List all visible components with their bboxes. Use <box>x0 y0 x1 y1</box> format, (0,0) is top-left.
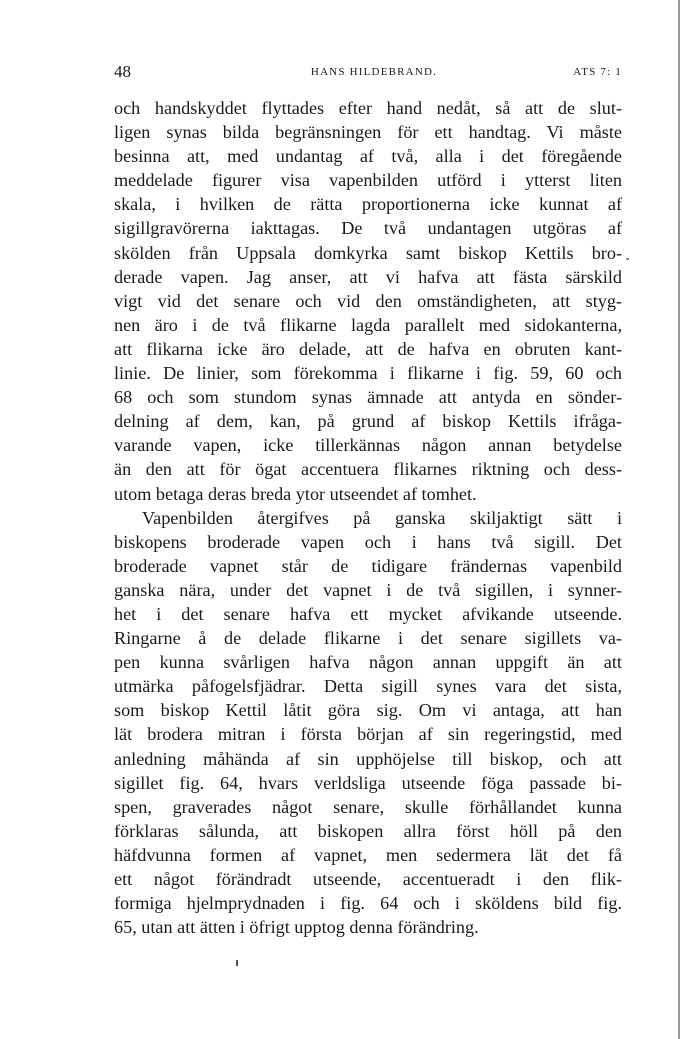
paragraph-start-line: Vapenbilden återgifves på ganska skiljaktigt sätt i <box>142 507 622 528</box>
text-line: besinna att, med undantag af två, alla i det föregående <box>114 146 622 167</box>
text-line: lät brodera mitran i första början af sin regeringstid, med <box>114 724 622 745</box>
text-line: biskopens broderade vapen och i hans två sigill. Det <box>114 531 622 552</box>
text-line: sigillgravörerna iakttagas. De två undantagen utgöras af <box>114 218 622 239</box>
text-line: förklaras sålunda, att biskopen allra först höll på den <box>114 820 622 841</box>
text-line: skölden från Uppsala domkyrka samt biskop Kettils bro- <box>114 242 622 263</box>
text-line: delning af dem, kan, på grund af biskop Kettils ifråga- <box>114 411 622 432</box>
text-line: 68 och som stundom synas ämnade att antyda en sönder- <box>114 387 622 408</box>
text-line: att flikarna icke äro delade, att de hafva en obruten kant- <box>114 338 622 359</box>
running-header <box>114 62 622 86</box>
series-reference: ATS 7: 1 <box>573 66 622 78</box>
stray-ink-mark <box>236 960 238 966</box>
text-line: som biskop Kettil låtit göra sig. Om vi antaga, att han <box>114 700 622 721</box>
text-line: anledning måhända af sin upphöjelse till biskop, och att <box>114 748 622 769</box>
text-line: broderade vapnet står de tidigare frändernas vapenbild <box>114 555 622 576</box>
paragraph-end-line: 65, utan att ätten i öfrigt upptog denna förändring. <box>114 917 479 938</box>
text-line: och handskyddet flyttades efter hand nedåt, så att de slut- <box>114 98 622 118</box>
text-line: än den att för ögat accentuera flikarnes riktning och dess- <box>114 459 622 480</box>
text-line: skala, i hvilken de rätta proportionerna icke kunnat af <box>114 194 622 215</box>
text-line: linie. De linier, som förekomma i flikarne i fig. 59, 60 och <box>114 363 622 384</box>
text-line: pen kunna svårligen hafva någon annan uppgift än att <box>114 652 622 673</box>
text-line: derade vapen. Jag anser, att vi hafva att fästa särskild <box>114 266 622 287</box>
text-line: vigt vid det senare och vid den omständigheten, att styg- <box>114 290 622 311</box>
text-line: nen äro i de två flikarne lagda parallelt med sidokanterna, <box>114 314 622 335</box>
text-line: meddelade figurer visa vapenbilden utförd i ytterst liten <box>114 170 622 191</box>
text-line: sigillet fig. 64, hvars verldsliga utseende föga passade bi- <box>114 772 622 793</box>
text-line: ett något förändradt utseende, accentueradt i den flik- <box>114 869 622 889</box>
body-text <box>114 96 622 939</box>
text-line: häfdvunna formen af vapnet, men sedermera lät det få <box>114 844 622 865</box>
page-number: 48 <box>114 62 131 81</box>
paragraph-end-line: utom betaga deras breda ytor utseendet af tomhet. <box>114 483 477 504</box>
text-line: Ringarne å de delade flikarne i det senare sigillets va- <box>114 628 622 649</box>
text-line: ganska nära, under det vapnet i de två sigillen, i synner- <box>114 579 622 600</box>
text-line: het i det senare hafva ett mycket afvikande utseende. <box>114 603 622 624</box>
text-line: utmärka påfogelsfjädrar. Detta sigill synes vara det sista, <box>114 676 622 697</box>
text-line: spen, graverades något senare, skulle förhållandet kunna <box>114 796 622 817</box>
text-line: ligen synas bilda begränsningen för ett handtag. Vi måste <box>114 122 622 143</box>
text-line: formiga hjelmprydnaden i fig. 64 och i sköldens bild fig. <box>114 893 622 914</box>
margin-speck <box>626 258 629 260</box>
running-title-author: HANS HILDEBRAND. <box>310 66 438 78</box>
text-line: varande vapen, icke tillerkännas någon annan betydelse <box>114 435 622 456</box>
